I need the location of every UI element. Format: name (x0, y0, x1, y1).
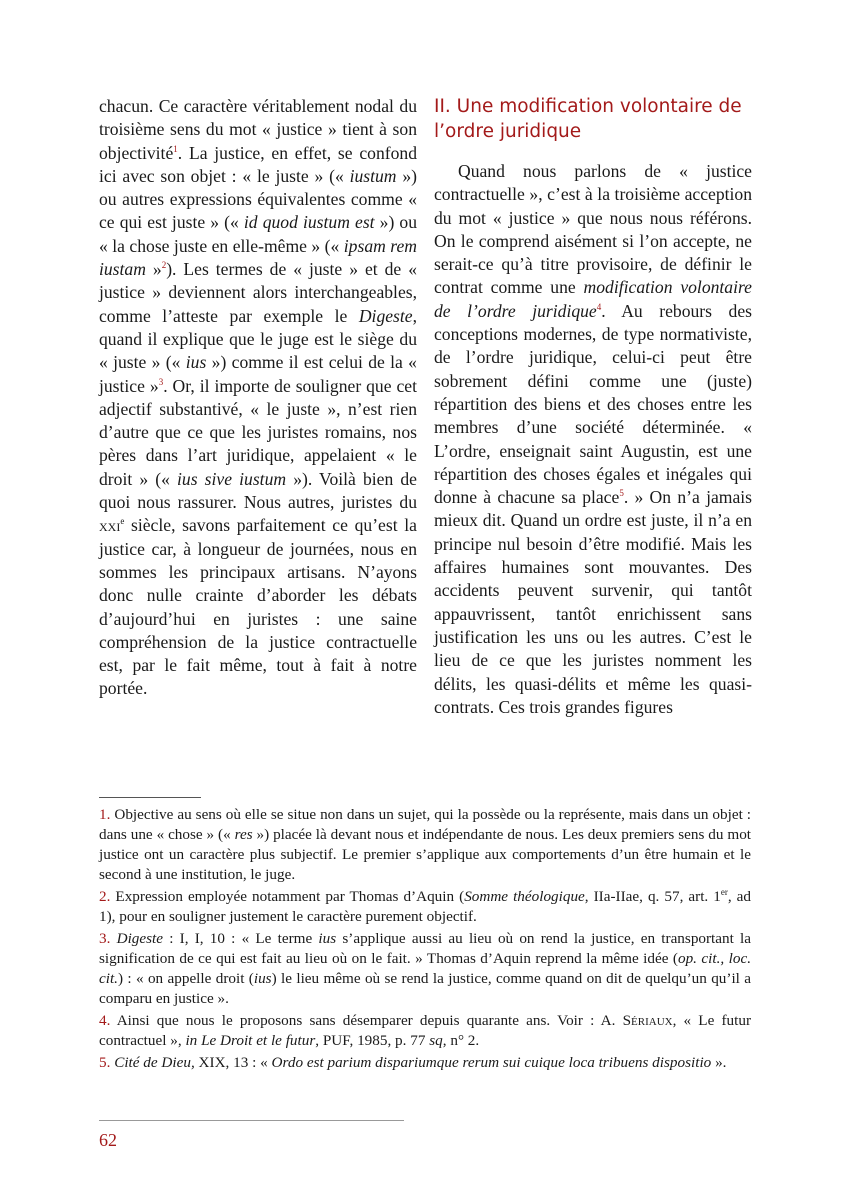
right-paragraph: Quand nous parlons de « justice contractuelle », c’est à la troisième acception du mot « justice » que nous nous référons. On le comprend aisément si l’on accepte, ne serait-ce qu’à titre provisoire, de définir le contrat comme une modification volontaire de l’ordre juridique$^4$. Au rebours des conceptions modernes, de type normativiste, de l’ordre juridique, celui-ci peut être sobrement défini comme une (juste) répartition des biens et des choses entre les membres d’une société déterminée. « L’ordre, enseignait saint Augustin, est une répartition des choses égales et inégales qui donne à chacune sa place$^5$. » On n’a jamais mieux dit. Quand un ordre est juste, il n’a en principe nul besoin d’être modifié. Mais les affaires humaines sont mouvantes. Des accidents peuvent survenir, qui tantôt appauvrissent, tantôt enrichissent sans justification les uns ou les autres. C’est le lieu de ce que les juristes nomment les délits, les quasi-délits et même les quasi-contrats. Ces trois grandes figures (434, 161, 753, 717)
page-number: 62 (99, 1130, 117, 1150)
page-footer-rule (99, 1120, 404, 1121)
footnote-5: 5. Cité de Dieu, XIX, 13 : « Ordo est parium dispariumque rerum sui cuique loca tribuens dispositio ». (99, 1054, 727, 1071)
footnote-3: 3. Digeste : I, I, 10 : « Le terme ius s’applique aussi au lieu où on rend la justice, en transportant la signification de ce qui est fait au lieu où on le fait. » Thomas d’Aquin reprend la même idée (op. cit., loc. cit.) : « on appelle droit (ius) le lieu même où se rend la justice, comme quand on dit de quelqu’un qu’il a comparu en justice ». (99, 930, 752, 1007)
footnote-2: 2. Expression employée notamment par Thomas d’Aquin (Somme théologique, IIa-IIae, q. 57, art. 1er, ad 1), pour en souligner justement le caractère purement objectif. (99, 886, 752, 925)
footnote-ref[interactable]: 3 (158, 376, 164, 387)
footnote-ref[interactable]: 1 (173, 143, 178, 154)
left-column (99, 95, 417, 701)
footnotes (99, 805, 751, 1075)
section-heading: II. Une modification volontaire de l’ordre juridique (434, 96, 742, 142)
footnote-ref[interactable]: 4 (596, 301, 602, 312)
footnote-separator (99, 797, 201, 798)
footnote-4: 4. Ainsi que nous le proposons sans désemparer depuis quarante ans. Voir : A. Sériaux, « Le futur contractuel », in Le Droit et le futur, PUF, 1985, p. 77 sq, n° 2. (99, 1012, 752, 1049)
footnote-ref[interactable]: 5 (619, 488, 624, 499)
right-column (434, 95, 752, 719)
left-paragraph: chacun. Ce caractère véritablement nodal du troisième sens du mot « justice » tient à son objectivité$^1$. La justice, en effet, se confond ici avec son objet : « le juste » (« iustum ») ou autres expressions équivalentes comme « ce qui est juste » (« id quod iustum est ») ou « la chose juste en elle-même » (« ipsam rem iustam »$^2$). Les termes de « juste » et de « justice » deviennent alors interchangeables, comme l’atteste par exemple le Digeste, quand il explique que le juge est le siège du « juste » (« ius ») comme il est celui de la « justice »$^3$. Or, il importe de souligner que cet adjectif substantivé, « le juste », n’est rien d’autre que ce que les juristes romains, nos pères dans l’art juridique, appelaient « le droit » (« ius sive iustum »). Voilà bien de quoi nous rassurer. Nous autres, juristes du xxi$^e$ siècle, savons parfaitement ce qu’est la justice car, à longueur de journées, nous en sommes les principaux artisans. N’ayons donc nulle crainte d’aborder les débats d’aujourd’hui en juristes : une saine compréhension de la justice contractuelle est, par le fait même, tout à fait à notre portée. (99, 96, 418, 699)
footnote-ref[interactable]: 2 (161, 260, 167, 271)
footnote-1: 1. Objective au sens où elle se situe non dans un sujet, qui la possède ou la représente, mais dans un objet : dans une « chose » (« res ») placée là devant nous et indépendante de nous. Les deux premiers sens du mot justice ont un caractère plus subjectif. Le premier s’applique aux comportements d’un être humain et le second à une institution, le juge. (99, 806, 752, 883)
